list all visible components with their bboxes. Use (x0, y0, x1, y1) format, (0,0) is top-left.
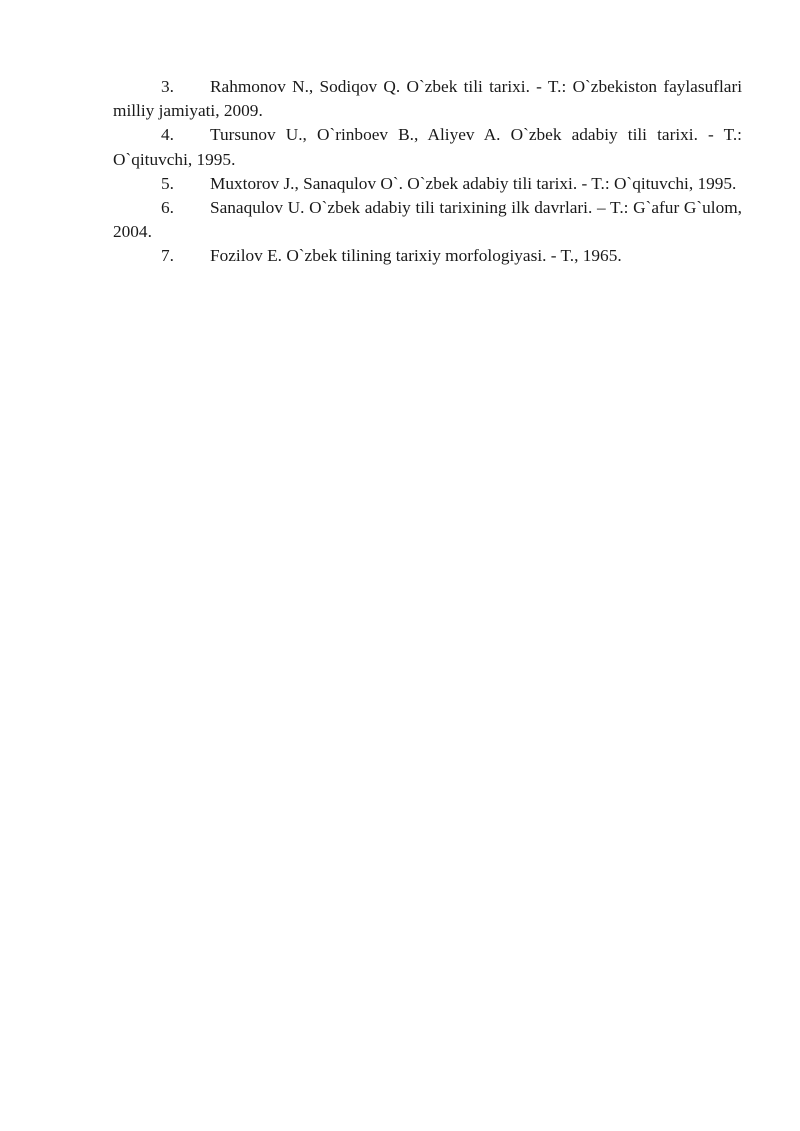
reference-text: Muxtorov J., Sanaqulov O`. O`zbek adabiy tili tarixi. - T.: O`qituvchi, 1995. (210, 173, 737, 193)
reference-item (113, 75, 742, 123)
reference-number: 4. (161, 125, 174, 145)
reference-text: Rahmonov N., Sodiqov Q. O`zbek tili tarixi. - T.: O`zbekiston faylasuflari milliy jamiyati, 2009. (113, 77, 742, 121)
reference-item (113, 172, 742, 196)
reference-item (113, 244, 742, 268)
reference-text: Fozilov E. O`zbek tilining tarixiy morfologiyasi. - T., 1965. (210, 246, 622, 266)
reference-text: Sanaqulov U. O`zbek adabiy tili tarixining ilk davrlari. – T.: G`afur G`ulom, 2004. (113, 198, 742, 242)
reference-item (113, 196, 742, 244)
reference-number: 5. (161, 173, 174, 193)
reference-number: 7. (161, 246, 174, 266)
reference-item (113, 123, 742, 171)
reference-text: Tursunov U., O`rinboev B., Aliyev A. O`zbek adabiy tili tarixi. - T.: O`qituvchi, 1995. (113, 125, 742, 169)
reference-list (113, 75, 742, 269)
reference-number: 6. (161, 198, 174, 218)
reference-number: 3. (161, 77, 174, 96)
